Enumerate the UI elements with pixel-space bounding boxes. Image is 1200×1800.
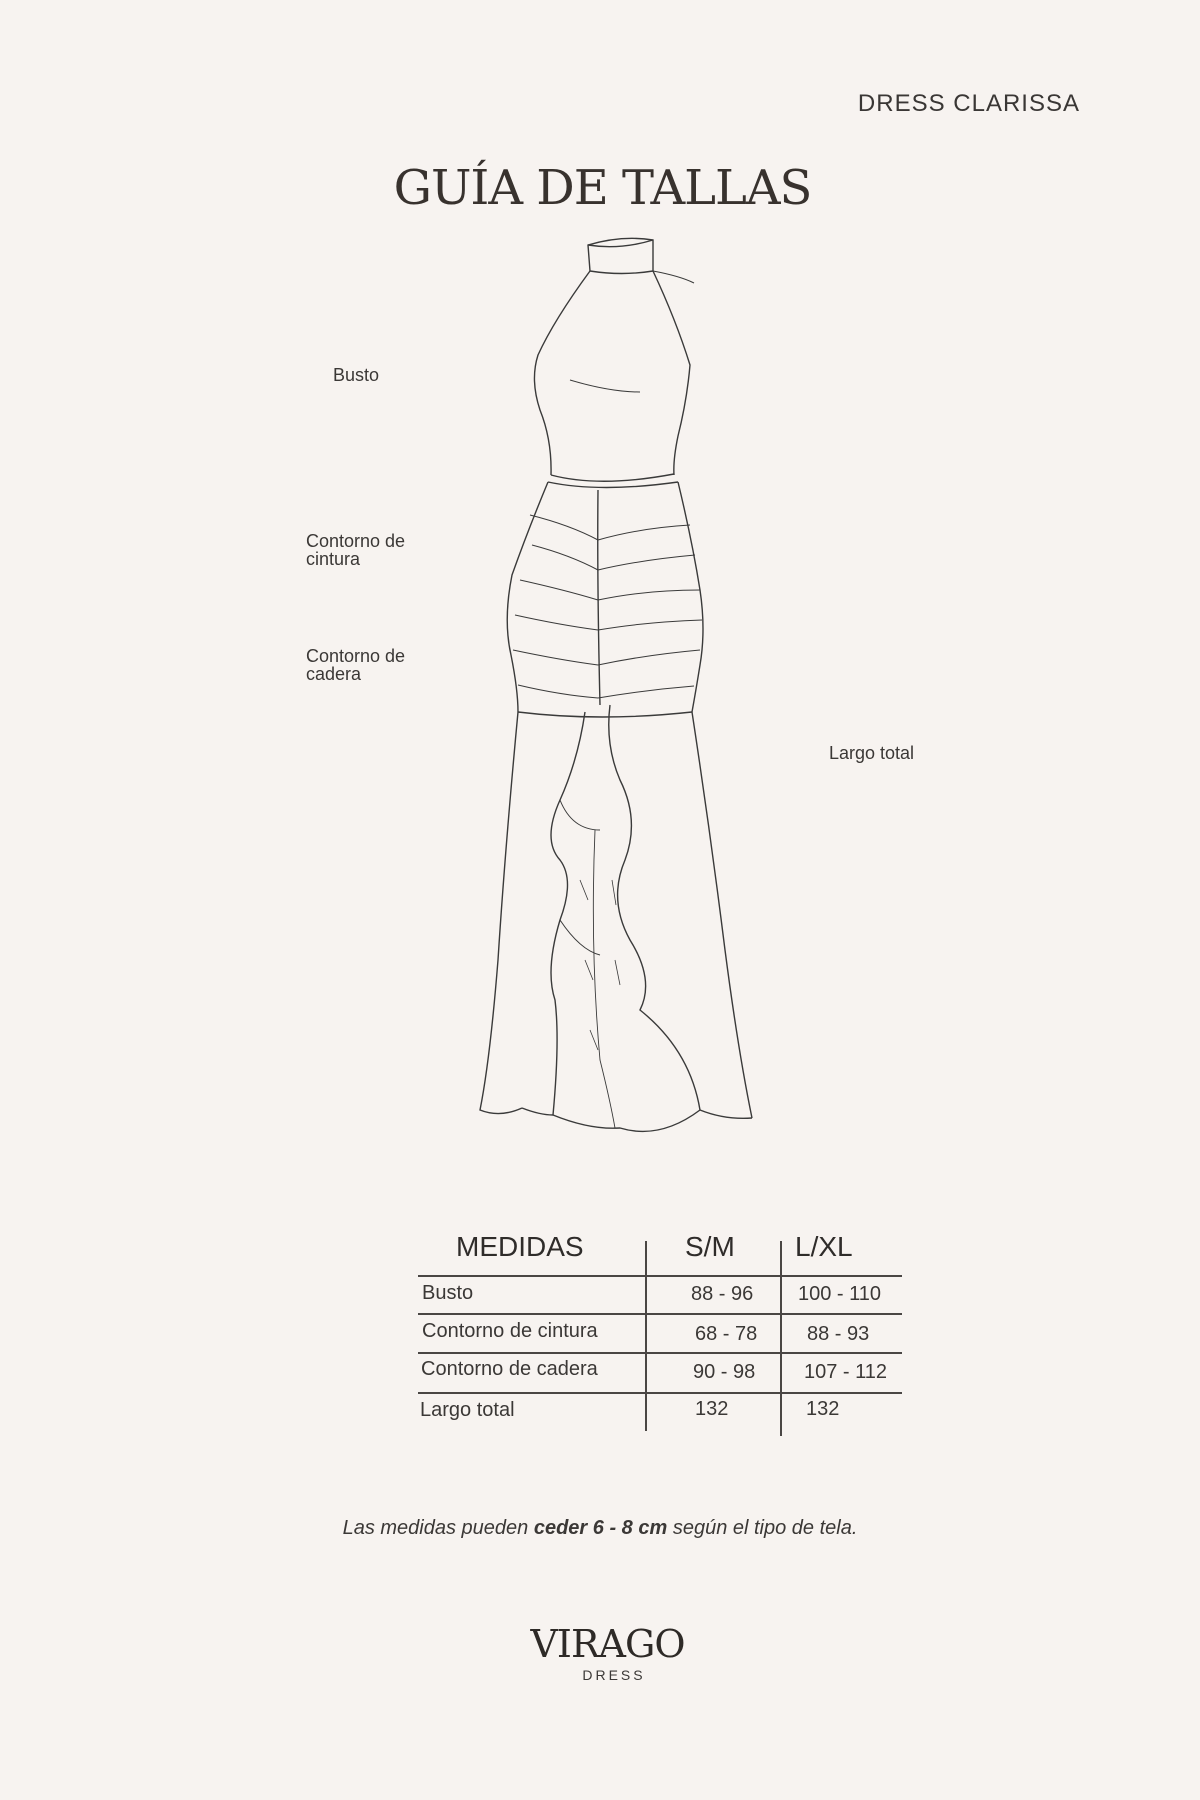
length-label: Largo total <box>829 743 915 763</box>
header-size-sm: S/M <box>685 1231 735 1262</box>
row-divider <box>418 1392 902 1394</box>
column-divider <box>645 1241 647 1431</box>
row-value-sm: 68 - 78 <box>695 1323 758 1345</box>
note-emphasis: ceder 6 - 8 cm <box>533 1517 668 1539</box>
row-measure: Contorno de cintura <box>422 1320 598 1342</box>
row-divider <box>418 1275 902 1277</box>
hip-label: Contorno de cadera <box>306 646 406 684</box>
row-value-lxl: 88 - 93 <box>807 1323 870 1345</box>
row-measure: Busto <box>422 1282 474 1304</box>
row-value-sm: 88 - 96 <box>691 1283 754 1305</box>
page-title: GUÍA DE TALLAS <box>393 160 812 216</box>
row-value-sm: 132 <box>695 1398 729 1420</box>
product-name: DRESS CLARISSA <box>857 90 1080 117</box>
note-text: Las medidas pueden <box>342 1517 534 1539</box>
row-value-lxl: 107 - 112 <box>804 1361 888 1383</box>
row-divider <box>418 1352 902 1354</box>
bust-label: Busto <box>333 365 380 385</box>
brand-subtitle: DRESS <box>582 1667 646 1683</box>
row-measure: Largo total <box>420 1399 515 1421</box>
column-divider <box>780 1241 782 1436</box>
row-value-lxl: 132 <box>806 1398 840 1420</box>
row-divider <box>418 1313 902 1315</box>
fabric-note <box>0 1517 1200 1540</box>
waist-label: Contorno de cintura <box>306 531 406 569</box>
header-measures: MEDIDAS <box>456 1231 584 1262</box>
brand-logo: VIRAGO <box>530 1622 685 1666</box>
dress-sketch-illustration <box>460 230 760 1150</box>
row-measure: Contorno de cadera <box>421 1358 598 1380</box>
row-value-lxl: 100 - 110 <box>798 1283 882 1305</box>
header-size-lxl: L/XL <box>795 1231 853 1262</box>
row-value-sm: 90 - 98 <box>693 1361 756 1383</box>
size-table <box>410 1215 905 1430</box>
note-text-end: según el tipo de tela. <box>667 1517 858 1539</box>
